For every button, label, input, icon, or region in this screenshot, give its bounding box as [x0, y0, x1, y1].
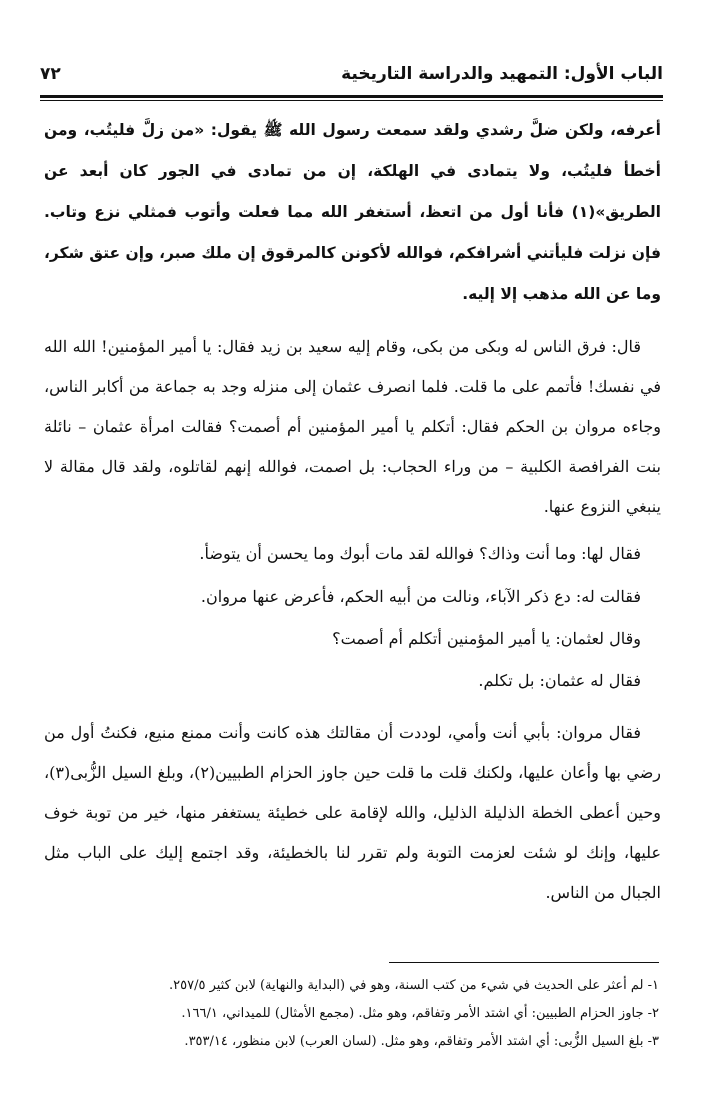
marwan-speech-paragraph: فقال مروان: بأبي أنت وأمي، لوددت أن مقالتك هذه كانت وأنت ممنع منيع، فكنتُ أول من رضي بها وأعان عليها، ولكنك قلت ما قلت حين جاوز الحزام الطبيين(٢)، وبلغ السيل الزُّبى(٣)، وحين أعطى الخطة الذليلة الذليل، والله لإقامة على خطيئة يستغفر منها، خير من توبة خوف عليها، وإنك لو شئت لعزمت التوبة ولم تقرر لنا بالخطيئة، وقد اجتمع إليك على الباب مثل الجبال من الناس.: [44, 723, 662, 902]
footnote-separator: [389, 962, 659, 963]
footnote: ١- لم أعثر على الحديث في شيء من كتب السنة، وهو في (البداية والنهاية) لابن كثير ٢٥٧/٥.: [169, 978, 659, 993]
running-title: الباب الأول: التمهيد والدراسة التاريخية: [341, 64, 663, 84]
main-text: [44, 110, 661, 913]
quoted-speech-paragraph: أعرفه، ولكن ضلَّ رشدي ولقد سمعت رسول الله ﷺ يقول: «من زلَّ فليتُب، ومن أخطأ فليتُب، ولا يتمادى في الهلكة، إن من تمادى في الجور كان أبعد عن الطريق»(١) فأنا أول من اتعظ، أستغفر الله مما فعلت وأتوب فمثلي نزع وتاب. فإن نزلت فليأتني أشرافكم، فوالله لأكونن كالمرقوق إن ملك صبر، وإن عتق شكر، وما عن الله مذهب إلا إليه.: [44, 121, 661, 303]
footnote: ٣- بلغ السيل الزُّبى: أي اشتد الأمر وتفاقم، وهو مثل. (لسان العرب) لابن منظور، ٣٥٣/١٤.: [184, 1034, 659, 1049]
dialogue-line: فقال له عثمان: بل تكلم.: [478, 671, 641, 690]
dialogue-line: فقال لها: وما أنت وذاك؟ فوالله لقد مات أبوك وما يحسن أن يتوضأ.: [199, 544, 641, 563]
narrative-paragraph: قال: فرق الناس له وبكى من بكى، وقام إليه سعيد بن زيد فقال: يا أمير المؤمنين! الله الله في نفسك! فأتمم على ما قلت. فلما انصرف عثمان إلى منزله وجد به جماعة من أكابر الناس، وجاءه مروان بن الحكم فقال: أتكلم يا أمير المؤمنين أم أصمت؟ فقالت امرأة عثمان – نائلة بنت الفرافصة الكلبية – من وراء الحجاب: بل اصمت، فوالله إنهم لقاتلوه، ولقد قال مقالة لا ينبغي النزوع عنها.: [44, 337, 661, 516]
header-rule: [40, 95, 663, 98]
footnotes: [44, 972, 659, 1056]
page-number: ٧٢: [40, 64, 61, 84]
dialogue-line: وقال لعثمان: يا أمير المؤمنين أتكلم أم أصمت؟: [332, 629, 641, 648]
page-header: [40, 58, 663, 92]
footnote: ٢- جاوز الحزام الطبيين: أي اشتد الأمر وتفاقم، وهو مثل. (مجمع الأمثال) للميداني، ١٦٦/١.: [181, 1006, 659, 1021]
header-rule-thin: [40, 100, 663, 101]
dialogue-line: فقالت له: دع ذكر الآباء، ونالت من أبيه الحكم، فأعرض عنها مروان.: [200, 587, 641, 606]
